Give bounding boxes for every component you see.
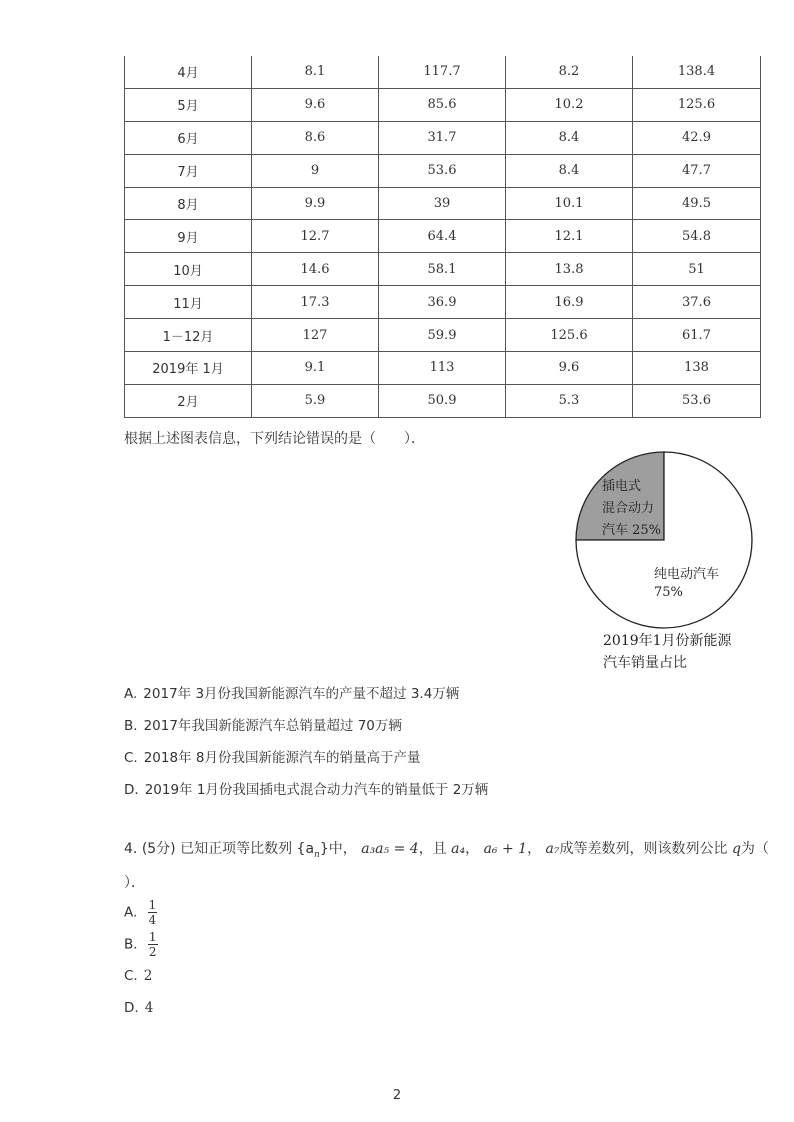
page-number: 2 [392, 1088, 402, 1103]
table-cell: 59.9 [379, 319, 506, 352]
table-cell: 39 [379, 187, 506, 220]
table-cell: 125.6 [506, 319, 633, 352]
option-text: 2 [143, 968, 153, 984]
pie-label-hybrid-1: 插电式 [602, 479, 642, 494]
table-cell: 53.6 [633, 384, 761, 417]
table-row [125, 352, 761, 385]
table-cell: 37.6 [633, 286, 761, 319]
table-cell: 9 [252, 154, 379, 187]
pie-caption-line1: 2019年1月份新能源 [603, 633, 732, 649]
denominator: 2 [148, 945, 157, 959]
table-cell: 12.7 [252, 220, 379, 253]
table-row [125, 253, 761, 286]
denominator: 4 [148, 913, 157, 927]
option-key: C. [124, 750, 138, 766]
pie-caption [603, 630, 743, 674]
table-row-label: 10月 [125, 253, 252, 286]
table-cell: 9.9 [252, 187, 379, 220]
q4-option-a [124, 898, 157, 927]
table-cell: 8.4 [506, 121, 633, 154]
table-cell: 17.3 [252, 286, 379, 319]
table-cell: 8.2 [506, 56, 633, 88]
table-cell: 31.7 [379, 121, 506, 154]
table-cell: 10.2 [506, 88, 633, 121]
table-row-label: 2019年 1月 [125, 352, 252, 385]
table-row [125, 154, 761, 187]
q4-term-1: a₄ [451, 841, 466, 857]
table-row-label: 2月 [125, 384, 252, 417]
q4-variable: q [731, 841, 741, 857]
table-cell: 14.6 [252, 253, 379, 286]
table-cell: 9.6 [506, 352, 633, 385]
fraction [148, 898, 158, 927]
option-text: 2019年 1月份我国插电式混合动力汽车的销量低于 2万辆 [144, 782, 489, 798]
table-cell: 138.4 [633, 56, 761, 88]
table-row-label: 8月 [125, 187, 252, 220]
option-key: D. [124, 1000, 139, 1016]
option-text: 2018年 8月份我国新能源汽车的销量高于产量 [143, 750, 421, 766]
option-text: 4 [144, 1000, 154, 1016]
option-text: 2017年 3月份我国新能源汽车的产量不超过 3.4万辆 [143, 686, 460, 702]
table-row [125, 88, 761, 121]
q4-stem-5: 为（ [740, 841, 769, 857]
table-cell: 42.9 [633, 121, 761, 154]
table-row [125, 187, 761, 220]
table-cell: 85.6 [379, 88, 506, 121]
table-cell: 49.5 [633, 187, 761, 220]
table-row-label: 6月 [125, 121, 252, 154]
table-cell: 58.1 [379, 253, 506, 286]
table-row [125, 220, 761, 253]
table-row-label: 4月 [125, 56, 252, 88]
question4-stem: 4. (5分) 已知正项等比数列 $\{a_n\}$中， a₃a₅ = 4，且 a₄， a₆ + 1， a₇成等差数列，则该数列公比 q为（ [124, 841, 769, 860]
pie-label-hybrid-3: 汽车 25% [602, 523, 662, 538]
table-cell: 5.9 [252, 384, 379, 417]
table-row-label: 5月 [125, 88, 252, 121]
table-row-label: 9月 [125, 220, 252, 253]
table-cell: 5.3 [506, 384, 633, 417]
option-key: B. [124, 718, 138, 734]
question4-stem-end: ）． [124, 875, 145, 891]
pie-label-ev-2: 75% [654, 585, 683, 600]
table-row-label: 11月 [125, 286, 252, 319]
q4-term-3: a₇ [545, 841, 560, 857]
option-key: A. [124, 904, 138, 921]
table-cell: 9.6 [252, 88, 379, 121]
table-cell: 16.9 [506, 286, 633, 319]
table-cell: 36.9 [379, 286, 506, 319]
q4-stem-4: 成等差数列，则该数列公比 [559, 841, 728, 857]
q4-option-d [124, 1000, 153, 1016]
option-key: C. [124, 968, 138, 984]
q4-term-2: a₆ + 1 [483, 841, 528, 857]
table-cell: 9.1 [252, 352, 379, 385]
table-cell: 8.4 [506, 154, 633, 187]
question3-prompt: 根据上述图表信息，下列结论错误的是（ ）． [124, 431, 425, 447]
numerator: 1 [148, 930, 157, 944]
option-text: 2017年我国新能源汽车总销量超过 70万辆 [143, 718, 402, 734]
q4-number: 4. [124, 841, 138, 857]
table-cell: 117.7 [379, 56, 506, 88]
pie-chart [572, 450, 756, 630]
table-cell: 61.7 [633, 319, 761, 352]
table-row [125, 286, 761, 319]
q4-stem-2: }中， [319, 841, 357, 857]
table-cell: 47.7 [633, 154, 761, 187]
q4-stem-3: ，且 [418, 841, 447, 857]
q3-option-d [124, 778, 488, 798]
sales-table-body [125, 56, 761, 417]
table-cell: 8.1 [252, 56, 379, 88]
table-cell: 138 [633, 352, 761, 385]
table-cell: 64.4 [379, 220, 506, 253]
table-cell: 53.6 [379, 154, 506, 187]
table-cell: 127 [252, 319, 379, 352]
table-cell: 113 [379, 352, 506, 385]
table-cell: 50.9 [379, 384, 506, 417]
table-row [125, 56, 761, 88]
table-cell: 8.6 [252, 121, 379, 154]
table-cell: 54.8 [633, 220, 761, 253]
option-key: D. [124, 782, 139, 798]
q4-option-c [124, 968, 152, 984]
q4-score: (5分) [141, 841, 176, 857]
table-cell: 10.1 [506, 187, 633, 220]
table-cell: 125.6 [633, 88, 761, 121]
table-row-label: 7月 [125, 154, 252, 187]
pie-label-hybrid-2: 混合动力 [602, 501, 655, 516]
q4-stem-1: 已知正项等比数列 {a [180, 841, 315, 857]
sales-table [124, 56, 761, 418]
table-row-label: 1－12月 [125, 319, 252, 352]
table-cell: 12.1 [506, 220, 633, 253]
option-key: B. [124, 936, 138, 953]
q4-option-b [124, 930, 158, 959]
table-row [125, 319, 761, 352]
option-key: A. [124, 686, 138, 702]
q3-option-b [124, 714, 402, 734]
fraction [148, 930, 158, 959]
pie-label-ev-1: 纯电动汽车 [654, 567, 720, 582]
table-cell: 51 [633, 253, 761, 286]
numerator: 1 [148, 898, 157, 912]
table-row [125, 384, 761, 417]
pie-caption-line2: 汽车销量占比 [603, 655, 687, 671]
q3-option-a [124, 682, 459, 702]
q4-condition: a₃a₅ = 4 [361, 841, 419, 857]
table-row [125, 121, 761, 154]
q3-option-c [124, 746, 420, 766]
table-cell: 13.8 [506, 253, 633, 286]
